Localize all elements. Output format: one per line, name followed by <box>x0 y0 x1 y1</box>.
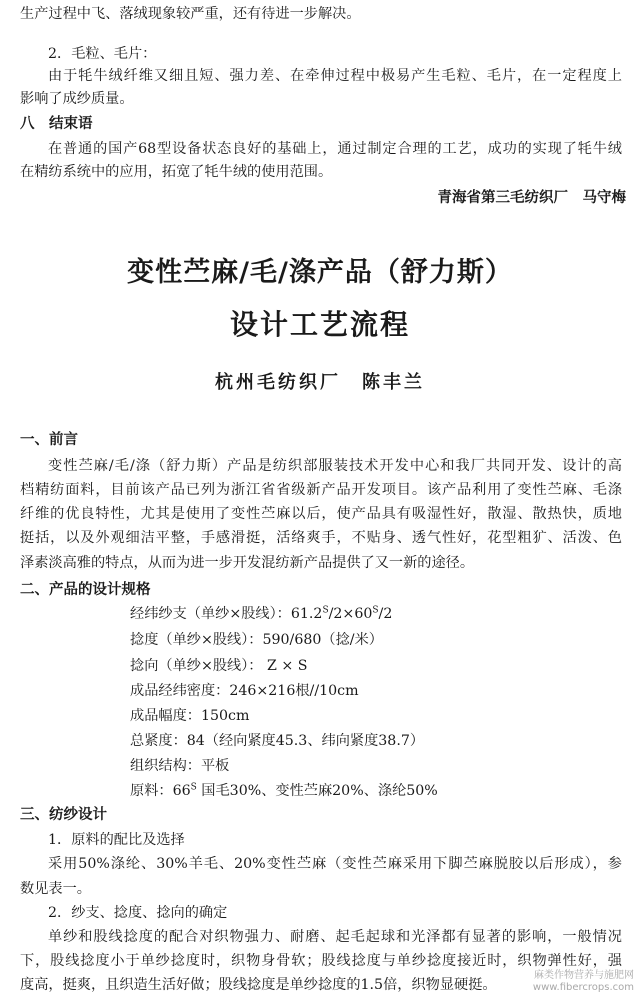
paragraph-line: 数见表一。 <box>20 881 91 897</box>
paragraph-line: 在精纺系统中的应用，拓宽了牦牛绒的使用范围。 <box>20 164 333 180</box>
list-item-heading: 1．原料的配比及选择 <box>48 832 185 848</box>
spec-weave: 组织结构：平板 <box>130 758 230 774</box>
article-title-line2: 设计工艺流程 <box>229 308 410 341</box>
paragraph-line: 由于牦牛绒纤维又细且短、强力差、在牵伸过程中极易产生毛粒、毛片，在一定程度上 <box>48 68 622 84</box>
paragraph-line: 变性苎麻/毛/涤（舒力斯）产品是纺织部服装技术开发中心和我厂共同开发、设计的高 <box>48 458 622 474</box>
list-item-heading: 2．纱支、捻度、捻向的确定 <box>48 905 228 921</box>
paragraph-line: 单纱和股线捻度的配合对织物强力、耐磨、起毛起球和光泽都有显著的影响，一般情况 <box>48 929 622 945</box>
watermark <box>533 970 634 994</box>
spec-width: 成品幅度：150cm <box>130 708 250 724</box>
section-heading-conclusion: 八 结束语 <box>20 116 93 132</box>
paragraph-line: 纤维的优良特性，尤其是使用了变性苎麻以后，使产品具有吸湿性好，散湿、散热快，质地 <box>20 506 622 522</box>
spec-twist: 捻度（单纱×股线）：590/680（捻/米） <box>130 632 383 648</box>
spec-density: 成品经纬密度：246×216根//10cm <box>130 683 359 699</box>
paragraph-line: 生产过程中飞、落绒现象较严重，还有待进一步解决。 <box>20 6 361 22</box>
watermark-line: 麻类作物营养与施肥网 <box>534 970 634 981</box>
paragraph-line: 下，股线捻度小于单纱捻度时，织物身骨软；股线捻度与单纱捻度接近时，织物弹性好，强 <box>20 953 622 969</box>
spec-tightness: 总紧度：84（经向紧度45.3、纬向紧度38.7） <box>130 733 425 749</box>
paragraph-line: 挺括，以及外观细洁平整，手感滑挺，活络爽手，不贴身、透气性好，花型粗犷、活泼、色 <box>20 530 622 546</box>
section-heading-spinning: 三、纺纱设计 <box>20 807 107 823</box>
spec-twist-direction: 捻向（单纱×股线）： Z × S <box>130 658 308 674</box>
article-author: 杭州毛纺织厂 陈丰兰 <box>215 372 425 393</box>
list-item-heading: 2．毛粒、毛片： <box>48 46 157 62</box>
spec-material: 原料：$66^S$ 国毛30%、变性苎麻20%、涤纶50% <box>130 782 438 799</box>
paragraph-line: 在普通的国产68型设备状态良好的基础上，通过制定合理的工艺，成功的实现了牦牛绒 <box>48 141 622 157</box>
paragraph-line: 度高，挺爽，且织造生活好做；股线捻度是单纱捻度的1.5倍，织物显硬挺。 <box>20 977 497 993</box>
paragraph-line: 泽素淡高雅的特点，从而为进一步开发混纺新产品提供了又一新的途径。 <box>20 555 475 571</box>
watermark-url: www.fibercrops.com <box>532 982 634 993</box>
paragraph-line: 影响了成纱质量。 <box>20 91 134 107</box>
spec-yarn-count: 经纬纱支（单纱×股线）：$61.2^S/2\times 60^S/2$ <box>130 605 393 622</box>
section-heading-spec: 二、产品的设计规格 <box>20 582 151 598</box>
paragraph-line: 采用50%涤纶、30%羊毛、20%变性苎麻（变性苎麻采用下脚苎麻脱胶以后形成），参 <box>48 856 622 872</box>
author-signature: 青海省第三毛纺织厂 马守梅 <box>437 190 626 206</box>
section-heading-preface: 一、前言 <box>20 432 78 448</box>
paragraph-line: 档精纺面料，目前该产品已列为浙江省省级新产品开发项目。该产品利用了变性苎麻、毛涤 <box>20 482 622 498</box>
article-title-line1: 变性苎麻/毛/涤产品（舒力斯） <box>127 257 513 288</box>
